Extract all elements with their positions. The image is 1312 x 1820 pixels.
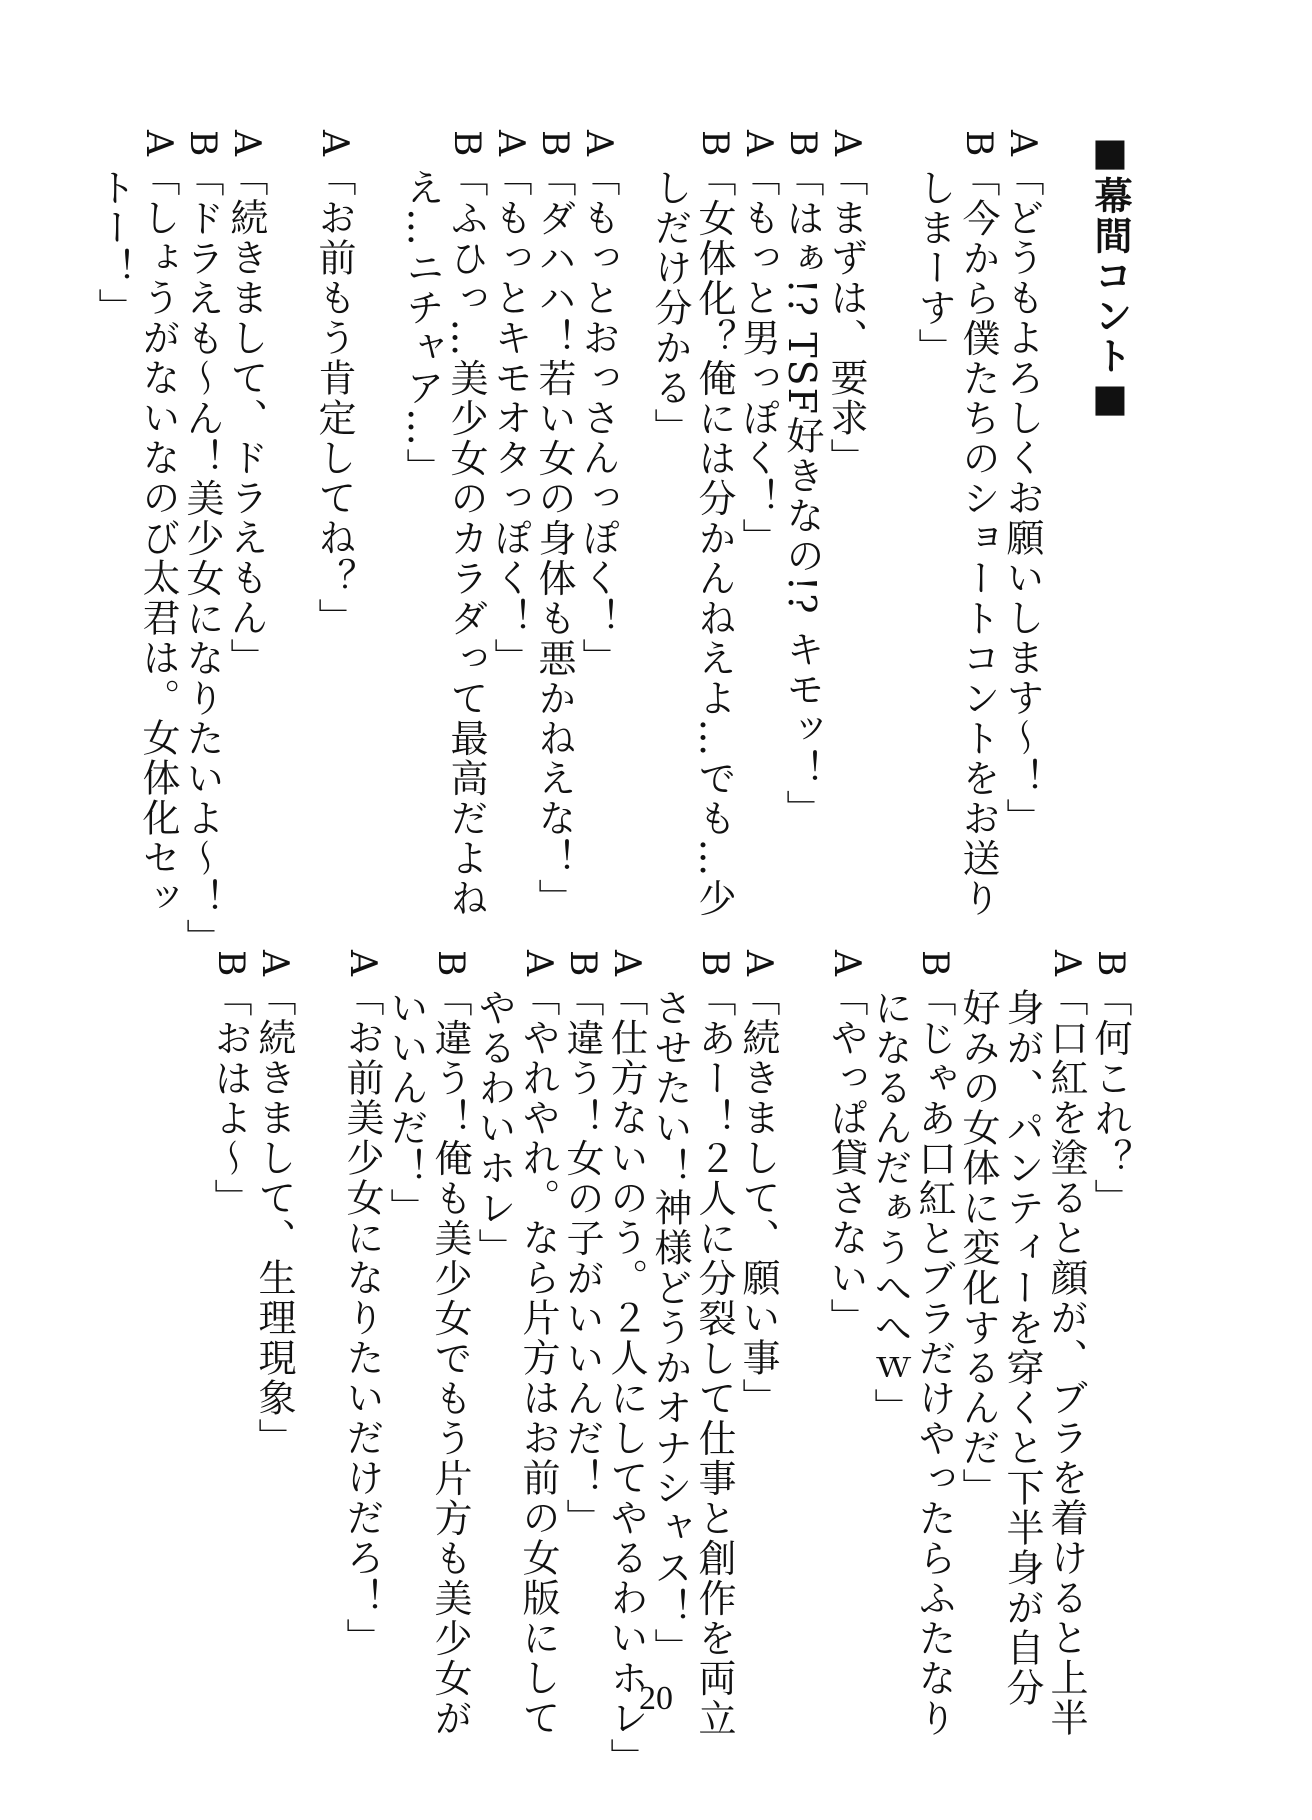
dialogue-line [780,130,824,850]
dialogue-line [312,130,356,850]
dialogue-line [516,950,560,1738]
dialogue-line [560,950,604,1650]
dialogue-text: 「ドラえも〜ん！美少女になりたいよ〜！」 [180,158,224,959]
dialogue-text: しまーす」 [912,168,956,368]
speaker-label: A [314,130,355,158]
dialogue-text: 「やれやれ。なら片方はお前の女版にして [516,978,560,1738]
page-number: 20 [639,1680,673,1717]
dialogue-line [136,130,180,918]
dialogue-line-continued [400,130,444,850]
dialogue-text: 「はぁ!? TSF好きなの!? キモッ！」 [780,158,824,830]
speaker-label: B [210,950,251,979]
speaker-label: B [958,130,999,159]
dialogue-line [224,130,268,850]
speaker-label: A [254,950,295,978]
dialogue-line-continued [92,130,136,850]
dialogue-line [488,130,532,850]
dialogue-line [252,950,296,1650]
dialogue-line [444,130,488,919]
speaker-label: A [826,950,867,978]
speaker-label: B [694,950,735,979]
dialogue-line [208,950,252,1650]
dialogue-text: 「もっとおっさんっぽく！」 [576,158,620,678]
dialogue-text: 「もっと男っぽく！」 [736,158,780,558]
dialogue-line [956,130,1000,919]
dialogue-text: 「仕方ないのう。２人にしてやるわいホレ」 [604,978,648,1778]
upper-text-block [92,130,1132,959]
dialogue-text: 「続きまして、生理現象」 [252,978,296,1458]
dialogue-text: 「続きまして、ドラえもん」 [224,158,268,678]
dialogue-line [736,950,780,1650]
dialogue-line-continued [956,950,1000,1650]
dialogue-line [1088,950,1132,1650]
dialogue-text: 「まずは、要求」 [824,158,868,478]
dialogue-text: 「今から僕たちのショートコントをお送り [956,158,1000,919]
speaker-label: A [226,130,267,158]
dialogue-text: トー！」 [92,168,136,328]
dialogue-text: 「違う！女の子がいいんだ！」 [560,978,604,1539]
speaker-label: A [738,950,779,978]
dialogue-line-continued [1000,950,1044,1708]
dialogue-line [532,130,576,919]
dialogue-text: 「お前もう肯定してね？」 [312,158,356,638]
speaker-label: A [1046,950,1087,978]
dialogue-line [692,950,736,1739]
dialogue-line [428,950,472,1739]
speaker-label: A [826,130,867,158]
dialogue-text: しだけ分かる」 [648,168,692,448]
dialogue-text: 「あー！２人に分裂して仕事と創作を両立 [692,978,736,1739]
dialogue-text: 「やっぱ貸さない」 [824,978,868,1338]
dialogue-text: いいんだ！」 [384,988,428,1228]
speaker-label: B [562,950,603,979]
dialogue-text: 「ダハハ！若い女の身体も悪かねえな！」 [532,158,576,919]
dialogue-line [576,130,620,850]
dialogue-text: 「お前美少女になりたいだけだろ！」 [340,978,384,1658]
section-heading: ■幕間コント■ [1088,130,1132,422]
dialogue-line [824,950,868,1650]
dialogue-line [340,950,384,1658]
speaker-label: B [914,950,955,979]
dialogue-line-continued [472,950,516,1650]
dialogue-line-continued [648,950,692,1668]
dialogue-text: 「どうもよろしくお願いします〜！」 [1000,158,1044,838]
speaker-label: B [446,130,487,159]
dialogue-line [692,130,736,919]
speaker-label: B [534,130,575,159]
speaker-label: B [182,130,223,159]
speaker-label: A [518,950,559,978]
dialogue-line [1000,130,1044,850]
speaker-label: B [782,130,823,159]
dialogue-text: 「何これ？」 [1088,978,1132,1219]
dialogue-text: 「女体化？俺には分かんねえよ…でも…少 [692,158,736,919]
speaker-label: A [490,130,531,158]
dialogue-text: 「口紅を塗ると顔が、ブラを着けると上半 [1044,978,1088,1738]
dialogue-text: 「じゃあ口紅とブラだけやったらふたなり [912,978,956,1739]
dialogue-line-continued [648,130,692,850]
dialogue-text: になるんだぁうへへｗ」 [868,988,912,1428]
speaker-label: B [430,950,471,979]
speaker-label: B [1090,950,1131,979]
dialogue-text: 「続きまして、願い事」 [736,978,780,1418]
dialogue-text: 身が、パンティーを穿くと下半身が自分 [1000,988,1044,1708]
dialogue-text: させたい！神様どうかオナシャス！」 [648,988,692,1668]
speaker-label: B [694,130,735,159]
dialogue-text: 「しょうがないなのび太君は。女体化セッ [136,158,180,918]
dialogue-text: 「違う！俺も美少女でもう片方も美少女が [428,978,472,1739]
dialogue-text: 「ふひっ…美少女のカラダって最高だよね [444,158,488,919]
speaker-label: A [138,130,179,158]
dialogue-text: やるわいホレ」 [472,988,516,1268]
speaker-label: A [1002,130,1043,158]
dialogue-line-continued [384,950,428,1650]
dialogue-text: 「おはよ〜」 [208,978,252,1219]
dialogue-text: え…ニチャア…」 [400,168,444,488]
speaker-label: A [738,130,779,158]
dialogue-line-continued [868,950,912,1650]
dialogue-line-continued [912,130,956,850]
dialogue-line [824,130,868,850]
speaker-label: A [606,950,647,978]
dialogue-line [180,130,224,959]
dialogue-line [736,130,780,850]
dialogue-line [1044,950,1088,1738]
dialogue-text: 「もっとキモオタっぽく！」 [488,158,532,678]
dialogue-line [604,950,648,1778]
dialogue-text: 好みの女体に変化するんだ」 [956,988,1000,1508]
dialogue-line [912,950,956,1739]
speaker-label: A [342,950,383,978]
speaker-label: A [578,130,619,158]
